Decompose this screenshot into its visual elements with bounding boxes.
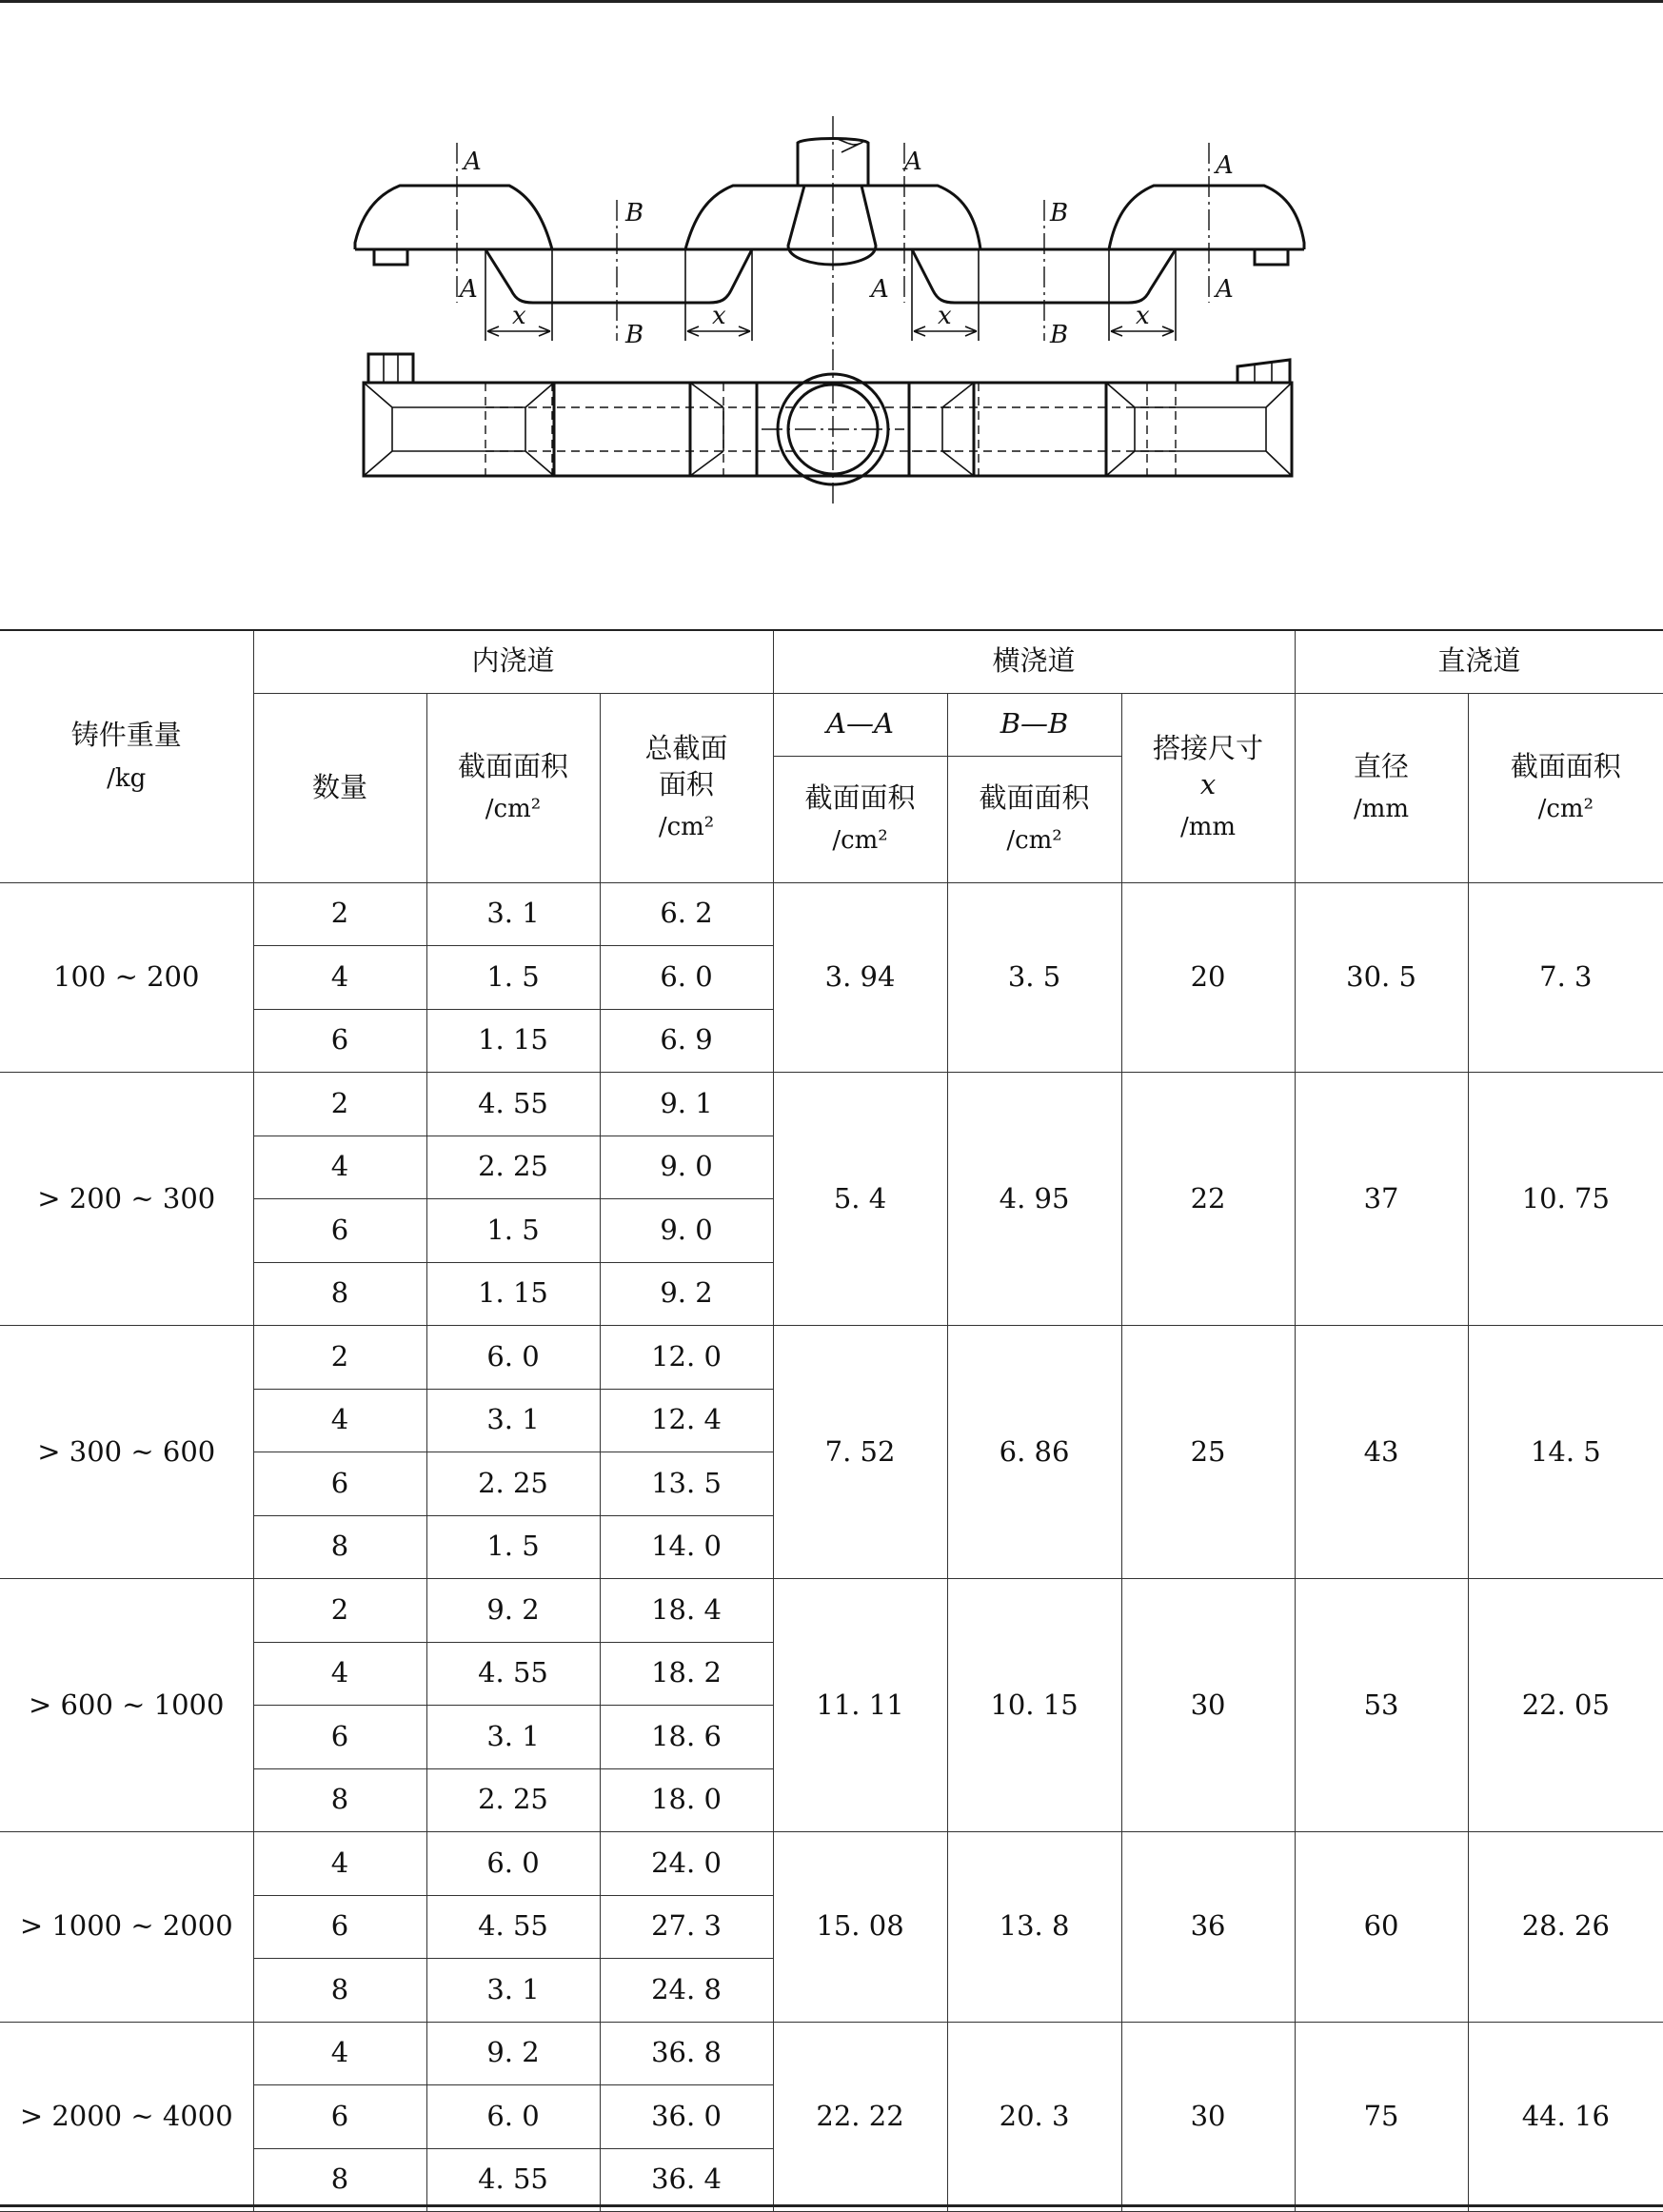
label-a-3-top: A xyxy=(1216,151,1234,180)
header-sprue-area-unit: /cm² xyxy=(1537,795,1594,824)
left-foot xyxy=(374,249,407,265)
label-b-1-bottom: B xyxy=(625,321,644,349)
header-sprue-diameter-unit: /mm xyxy=(1354,795,1410,824)
header-runner-bb-area-label: 截面面积 xyxy=(979,780,1090,814)
ingate-area-cell: 3. 1 xyxy=(426,1959,600,2023)
ingate-area-cell: 3. 1 xyxy=(426,1389,600,1452)
ingate-area-cell: 6. 0 xyxy=(426,2085,600,2149)
runner-overlap-cell: 30 xyxy=(1121,2022,1295,2212)
runner-aa-area-cell: 5. 4 xyxy=(773,1073,947,1326)
ingate-total-area-cell: 24. 0 xyxy=(600,1832,773,1896)
plan-left-tab-lines xyxy=(384,354,398,383)
label-a-1-top: A xyxy=(464,148,482,176)
ingate-total-area-cell: 14. 0 xyxy=(600,1515,773,1579)
ingate-count-cell: 8 xyxy=(253,1515,426,1579)
left-end-block xyxy=(355,186,552,249)
runner-bb-area-cell: 4. 95 xyxy=(947,1073,1121,1326)
casting-weight-cell: > 200 ~ 300 xyxy=(0,1073,253,1326)
header-sprue-group: 直浇道 xyxy=(1295,630,1663,693)
header-ingate-count: 数量 xyxy=(253,693,426,882)
ingate-area-cell: 2. 25 xyxy=(426,1768,600,1832)
ingate-total-area-cell: 24. 8 xyxy=(600,1959,773,2023)
header-runner-aa-area xyxy=(773,756,947,882)
runner-aa-area-cell: 3. 94 xyxy=(773,882,947,1073)
ingate-area-cell: 1. 5 xyxy=(426,946,600,1010)
middle-left-block xyxy=(685,186,804,249)
ingate-total-area-cell: 18. 4 xyxy=(600,1579,773,1643)
ingate-count-cell: 6 xyxy=(253,1199,426,1263)
sprue-area-cell: 22. 05 xyxy=(1468,1579,1663,1832)
casting-weight-cell: > 1000 ~ 2000 xyxy=(0,1832,253,2023)
header-runner-aa: A—A xyxy=(773,693,947,756)
ingate-area-cell: 1. 5 xyxy=(426,1199,600,1263)
ingate-total-area-cell: 9. 0 xyxy=(600,1136,773,1199)
ingate-count-cell: 4 xyxy=(253,946,426,1010)
ingate-count-cell: 6 xyxy=(253,1452,426,1516)
header-sprue-diameter-label: 直径 xyxy=(1354,749,1410,782)
header-ingate-area xyxy=(426,693,600,882)
header-runner-overlap xyxy=(1121,693,1295,882)
ingate-count-cell: 8 xyxy=(253,2148,426,2212)
header-runner-aa-area-label: 截面面积 xyxy=(804,780,916,814)
right-foot xyxy=(1255,249,1288,265)
sprue-diameter-cell: 43 xyxy=(1295,1326,1468,1579)
runner-overlap-cell: 22 xyxy=(1121,1073,1295,1326)
runner-aa-area-cell: 7. 52 xyxy=(773,1326,947,1579)
label-b-1-top: B xyxy=(625,199,644,227)
table-row xyxy=(0,882,1663,946)
ingate-count-cell: 8 xyxy=(253,1959,426,2023)
sprue-diameter-cell: 53 xyxy=(1295,1579,1468,1832)
header-runner-overlap-label: 搭接尺寸 xyxy=(1153,731,1264,764)
table-row xyxy=(0,1832,1663,1896)
ingate-count-cell: 4 xyxy=(253,1642,426,1706)
ingate-total-area-cell: 6. 0 xyxy=(600,946,773,1010)
runner-bb-area-cell: 6. 86 xyxy=(947,1326,1121,1579)
ingate-area-cell: 1. 15 xyxy=(426,1262,600,1326)
sprue-diameter-cell: 75 xyxy=(1295,2022,1468,2212)
ingate-total-area-cell: 12. 4 xyxy=(600,1389,773,1452)
left-runner-trough xyxy=(485,249,752,303)
plan-right-tab xyxy=(1237,360,1290,383)
plan-right-end-inner xyxy=(1106,383,1292,476)
right-end-block xyxy=(1109,186,1304,249)
ingate-count-cell: 4 xyxy=(253,1389,426,1452)
ingate-area-cell: 3. 1 xyxy=(426,882,600,946)
header-runner-overlap-unit: /mm xyxy=(1180,813,1237,842)
ingate-total-area-cell: 6. 9 xyxy=(600,1009,773,1073)
header-runner-aa-area-unit: /cm² xyxy=(832,826,888,856)
plan-hidden-runner-right xyxy=(912,383,1176,476)
plan-right-tab-lines xyxy=(1255,363,1272,383)
sprue-area-cell: 28. 26 xyxy=(1468,1832,1663,2023)
ingate-area-cell: 1. 5 xyxy=(426,1515,600,1579)
plan-left-tab xyxy=(368,354,413,383)
ingate-count-cell: 2 xyxy=(253,882,426,946)
ingate-total-area-cell: 9. 0 xyxy=(600,1199,773,1263)
ingate-count-cell: 4 xyxy=(253,1832,426,1896)
casting-weight-cell: 100 ~ 200 xyxy=(0,882,253,1073)
plan-mid-right-block xyxy=(909,383,974,476)
casting-weight-cell: > 600 ~ 1000 xyxy=(0,1579,253,1832)
ingate-total-area-cell: 36. 8 xyxy=(600,2022,773,2085)
header-ingate-group: 内浇道 xyxy=(253,630,773,693)
ingate-area-cell: 4. 55 xyxy=(426,1073,600,1136)
header-runner-overlap-x: x xyxy=(1199,767,1217,800)
ingate-count-cell: 6 xyxy=(253,1009,426,1073)
gating-dimensions-table xyxy=(0,629,1663,2212)
plan-left-end-inner xyxy=(364,383,554,476)
ingate-count-cell: 6 xyxy=(253,2085,426,2149)
header-sprue-area xyxy=(1468,693,1663,882)
label-b-2-bottom: B xyxy=(1050,321,1069,349)
header-sprue-area-label: 截面面积 xyxy=(1510,749,1621,782)
plan-mid-left-inner xyxy=(690,383,723,476)
table-row xyxy=(0,1326,1663,1390)
ingate-total-area-cell: 9. 2 xyxy=(600,1262,773,1326)
ingate-count-cell: 6 xyxy=(253,1895,426,1959)
header-ingate-total-unit: /cm² xyxy=(658,813,715,842)
runner-bb-area-cell: 13. 8 xyxy=(947,1832,1121,2023)
middle-right-block xyxy=(861,186,980,249)
header-ingate-area-unit: /cm² xyxy=(485,795,542,824)
front-view xyxy=(355,116,1304,504)
runner-bb-area-cell: 20. 3 xyxy=(947,2022,1121,2212)
ingate-count-cell: 8 xyxy=(253,1768,426,1832)
header-ingate-total-l2: 面积 xyxy=(659,767,715,800)
runner-overlap-cell: 36 xyxy=(1121,1832,1295,2023)
gating-system-drawing xyxy=(0,0,1663,628)
ingate-count-cell: 2 xyxy=(253,1579,426,1643)
label-x-3: x xyxy=(938,302,952,330)
ingate-area-cell: 4. 55 xyxy=(426,1895,600,1959)
runner-overlap-cell: 25 xyxy=(1121,1326,1295,1579)
plan-view xyxy=(364,354,1292,484)
label-x-2: x xyxy=(712,302,726,330)
sprue-area-cell: 14. 5 xyxy=(1468,1326,1663,1579)
sprue-diameter-cell: 30. 5 xyxy=(1295,882,1468,1073)
runner-aa-area-cell: 11. 11 xyxy=(773,1579,947,1832)
bottom-rule xyxy=(0,2204,1663,2207)
ingate-area-cell: 4. 55 xyxy=(426,1642,600,1706)
ingate-area-cell: 4. 55 xyxy=(426,2148,600,2212)
sprue-area-cell: 44. 16 xyxy=(1468,2022,1663,2212)
label-a-3-bottom: A xyxy=(1216,275,1234,304)
runner-bb-area-cell: 3. 5 xyxy=(947,882,1121,1073)
runner-bb-area-cell: 10. 15 xyxy=(947,1579,1121,1832)
ingate-count-cell: 2 xyxy=(253,1326,426,1390)
ingate-area-cell: 3. 1 xyxy=(426,1706,600,1769)
sprue-cone xyxy=(788,186,876,265)
label-b-2-top: B xyxy=(1050,199,1069,227)
ingate-count-cell: 4 xyxy=(253,1136,426,1199)
runner-aa-area-cell: 22. 22 xyxy=(773,2022,947,2212)
header-casting-weight-unit: /kg xyxy=(107,763,147,793)
header-ingate-area-label: 截面面积 xyxy=(457,749,568,782)
table-row xyxy=(0,1579,1663,1643)
ingate-area-cell: 9. 2 xyxy=(426,1579,600,1643)
sprue-diameter-cell: 37 xyxy=(1295,1073,1468,1326)
header-ingate-total-l1: 总截面 xyxy=(644,731,728,764)
label-a-2-bottom: A xyxy=(871,275,889,304)
ingate-area-cell: 9. 2 xyxy=(426,2022,600,2085)
ingate-total-area-cell: 36. 0 xyxy=(600,2085,773,2149)
header-runner-bb: B—B xyxy=(947,693,1121,756)
casting-weight-cell: > 2000 ~ 4000 xyxy=(0,2022,253,2212)
header-ingate-total xyxy=(600,693,773,882)
header-row-1 xyxy=(0,630,1663,693)
ingate-total-area-cell: 13. 5 xyxy=(600,1452,773,1516)
header-runner-bb-area xyxy=(947,756,1121,882)
header-runner-group: 横浇道 xyxy=(773,630,1295,693)
ingate-area-cell: 6. 0 xyxy=(426,1326,600,1390)
plan-mid-right-inner xyxy=(942,383,974,476)
casting-weight-cell: > 300 ~ 600 xyxy=(0,1326,253,1579)
table-row xyxy=(0,2022,1663,2085)
ingate-total-area-cell: 18. 0 xyxy=(600,1768,773,1832)
ingate-area-cell: 6. 0 xyxy=(426,1832,600,1896)
ingate-total-area-cell: 12. 0 xyxy=(600,1326,773,1390)
ingate-total-area-cell: 36. 4 xyxy=(600,2148,773,2212)
label-a-2-top: A xyxy=(904,148,922,176)
header-runner-bb-area-unit: /cm² xyxy=(1006,826,1062,856)
ingate-total-area-cell: 27. 3 xyxy=(600,1895,773,1959)
sprue-area-cell: 7. 3 xyxy=(1468,882,1663,1073)
ingate-total-area-cell: 18. 6 xyxy=(600,1706,773,1769)
ingate-total-area-cell: 9. 1 xyxy=(600,1073,773,1136)
ingate-count-cell: 4 xyxy=(253,2022,426,2085)
sprue-area-cell: 10. 75 xyxy=(1468,1073,1663,1326)
header-sprue-diameter xyxy=(1295,693,1468,882)
ingate-count-cell: 8 xyxy=(253,1262,426,1326)
label-x-1: x xyxy=(512,302,526,330)
ingate-total-area-cell: 6. 2 xyxy=(600,882,773,946)
ingate-count-cell: 6 xyxy=(253,1706,426,1769)
ingate-area-cell: 2. 25 xyxy=(426,1452,600,1516)
ingate-total-area-cell: 18. 2 xyxy=(600,1642,773,1706)
runner-aa-area-cell: 15. 08 xyxy=(773,1832,947,2023)
header-casting-weight xyxy=(0,630,253,882)
label-a-1-bottom: A xyxy=(460,275,478,304)
label-x-4: x xyxy=(1136,302,1150,330)
sprue-diameter-cell: 60 xyxy=(1295,1832,1468,2023)
ingate-count-cell: 2 xyxy=(253,1073,426,1136)
plan-outline xyxy=(364,383,1292,476)
table-row xyxy=(0,1073,1663,1136)
ingate-area-cell: 2. 25 xyxy=(426,1136,600,1199)
ingate-area-cell: 1. 15 xyxy=(426,1009,600,1073)
header-casting-weight-label: 铸件重量 xyxy=(70,719,182,751)
runner-overlap-cell: 30 xyxy=(1121,1579,1295,1832)
runner-overlap-cell: 20 xyxy=(1121,882,1295,1073)
